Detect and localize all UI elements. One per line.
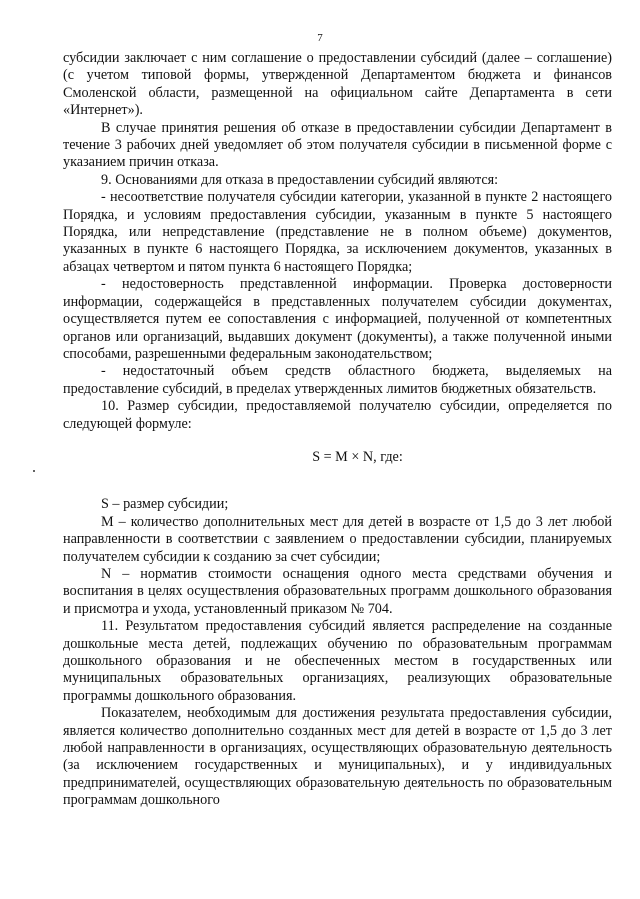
paragraph-refusal-notice: В случае принятия решения об отказе в предоставлении субсидии Департамент в течение 3 рабочих дней уведомляет об этом получателя субсидии в письменной форме с указанием причин отказа.	[63, 119, 612, 171]
paragraph-item-10: 10. Размер субсидии, предоставляемой получателю субсидии, определяется по следующей формуле:	[63, 398, 612, 432]
formula: S = M × N, где:	[312, 448, 403, 465]
list-item-insufficient-funds: - недостаточный объем средств областного бюджета, выделяемых на предоставление субсидий, в пределах утвержденных лимитов бюджетных обязательств.	[63, 363, 612, 397]
scan-speck	[33, 470, 35, 472]
paragraph-item-9: 9. Основаниями для отказа в предоставлении субсидий являются:	[101, 171, 499, 188]
definition-s: S – размер субсидии;	[101, 496, 229, 513]
list-item-unreliable-info: - недостоверность представленной информации. Проверка достоверности информации, содержащейся в представленных получателем субсидии документах, осуществляется путем ее сопоставления с информацией, полученной от компетентных органов или организаций, выдавших документ (документы), а также полученной иными способами, разрешенными федеральным законодательством;	[63, 276, 612, 362]
paragraph-indicator: Показателем, необходимым для достижения результата предоставления субсидии, является количество дополнительно созданных мест для детей в возрасте от 1,5 до 3 лет любой направленности в организациях, осуществляющих образовательную деятельность (за исключением государственных и муниципальных), и у индивидуальных предпринимателей, осуществляющих образовательную деятельность по образовательным программам дошкольного	[63, 705, 612, 809]
paragraph-item-11: 11. Результатом предоставления субсидий является распределение на созданные дошкольные места детей, подлежащих обучению по образовательным программам дошкольного образования и не обеспеченных местом в государственных или муниципальных образовательных организациях, реализующих образовательные программы дошкольного образования.	[63, 618, 612, 704]
paragraph-continuation: субсидии заключает с ним соглашение о предоставлении субсидий (далее – соглашение) (с учетом типовой формы, утвержденной Департаментом бюджета и финансов Смоленской области, размещенной на официальном сайте Департамента в сети «Интернет»).	[63, 50, 612, 119]
document-body	[63, 50, 612, 810]
list-item-noncompliance: - несоответствие получателя субсидии категории, указанной в пункте 2 настоящего Порядка, и условиям предоставления субсидии, указанным в пункте 5 настоящего Порядка, или непредставление (представление не в полном объеме) документов, указанных в пункте 6 настоящего Порядка, за исключением документов, указанных в абзацах четвертом и пятом пункта 6 настоящего Порядка;	[63, 189, 612, 275]
page-number: 7	[317, 32, 323, 44]
definition-n: N – норматив стоимости оснащения одного места средствами обучения и воспитания в целях осуществления образовательных программ дошкольного образования и присмотра и ухода, установленный приказом № 704.	[63, 565, 612, 617]
definition-m: M – количество дополнительных мест для детей в возрасте от 1,5 до 3 лет любой направленности в соответствии с заявлением о предоставлении субсидии, планируемых получателем субсидии к созданию за счет субсидии;	[63, 513, 612, 565]
